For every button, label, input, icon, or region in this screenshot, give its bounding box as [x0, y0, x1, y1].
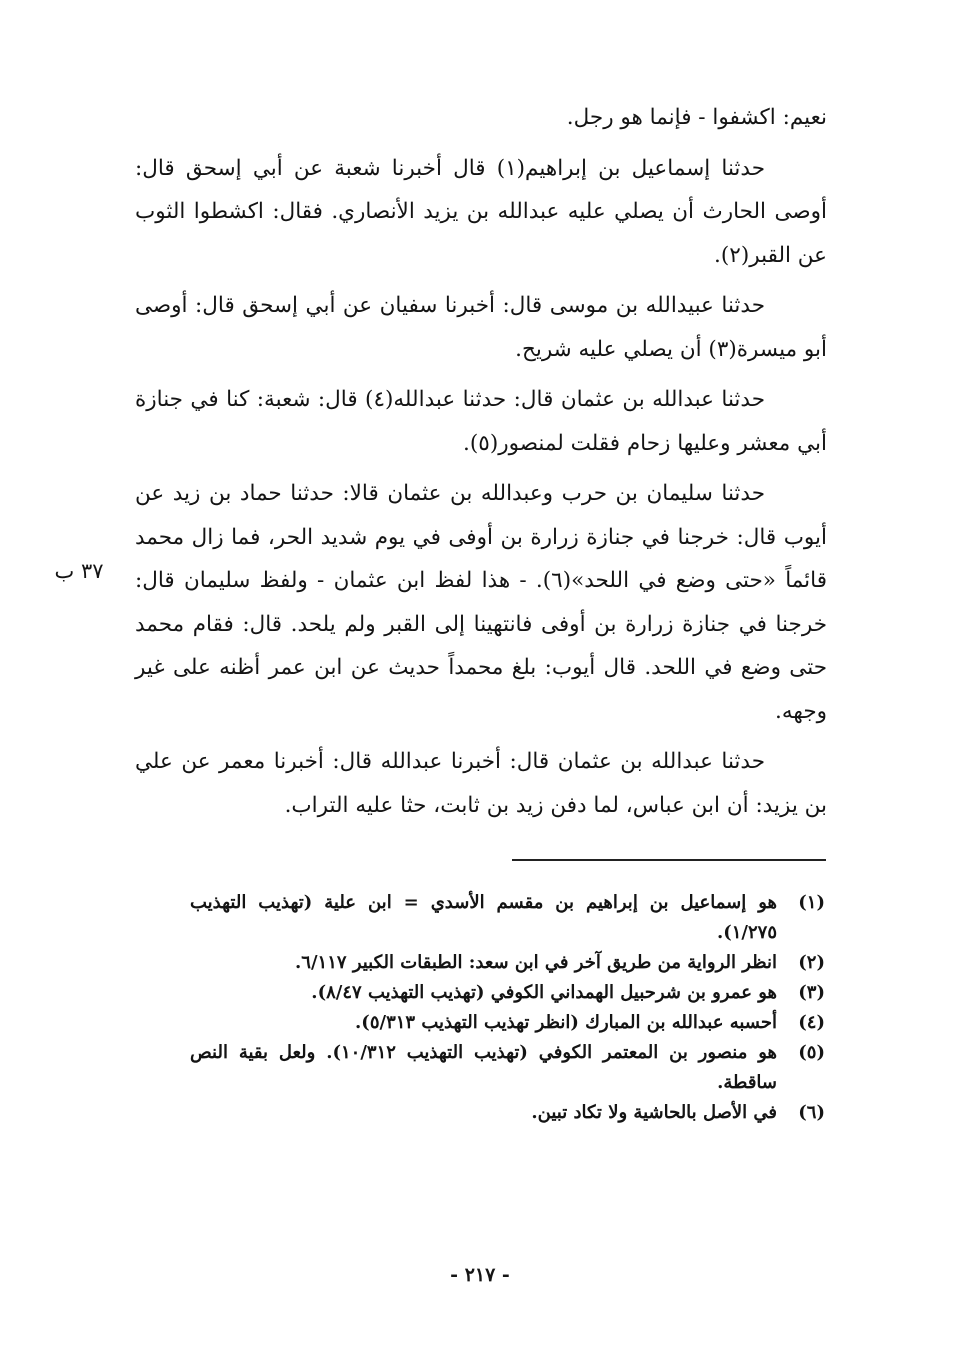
footnote-text: في الأصل بالحاشية ولا تكاد تبين.: [531, 1102, 777, 1123]
main-text: [135, 96, 827, 834]
footnote-1: [190, 888, 825, 948]
footnote-number: (٦): [798, 1102, 825, 1123]
paragraph-1: حدثنا إسماعيل بن إبراهيم(١) قال أخبرنا شعبة عن أبي إسحق قال: أوصى الحارث أن يصلي عليه عبدالله بن يزيد الأنصاري. فقال: اكشطوا الثوب عن القبر(٢).: [135, 155, 827, 268]
footnote-number: (٥): [798, 1042, 825, 1063]
paragraph-0: نعيم: اكشفوا - فإنما هو رجل.: [566, 105, 827, 130]
footnote-3: [190, 978, 825, 1008]
footnote-5: [190, 1038, 825, 1098]
footnote-text: هو إسماعيل بن إبراهيم بن مقسم الأسدي = ابن علية (تهذيب التهذيب ١/٢٧٥).: [190, 892, 777, 943]
footnote-2: [190, 948, 825, 978]
footnotes: [190, 888, 825, 1128]
paragraph-2: حدثنا عبيدالله بن موسى قال: أخبرنا سفيان عن أبي إسحق قال: أوصى أبو ميسرة(٣) أن يصلي عليه شريح.: [135, 293, 827, 362]
page-number: - ٢١٧ -: [450, 1264, 510, 1286]
footnote-number: (١): [798, 892, 825, 913]
footnote-text: هو منصور بن المعتمر الكوفي (تهذيب التهذيب ١٠/٣١٢). ولعل بقية النص ساقطة.: [190, 1042, 777, 1093]
footnote-number: (٢): [798, 952, 825, 973]
footnote-text: هو عمرو بن شرحبيل الهمداني الكوفي (تهذيب التهذيب ٨/٤٧).: [311, 982, 777, 1003]
footnote-separator: [512, 859, 826, 861]
paragraph-3: حدثنا عبدالله بن عثمان قال: حدثنا عبدالله(٤) قال: شعبة: كنا في جنازة أبي معشر وعليها زحام فقلت لمنصور(٥).: [135, 387, 827, 456]
footnote-number: (٣): [798, 982, 825, 1003]
footnote-4: [190, 1008, 825, 1038]
paragraph-5: حدثنا عبدالله بن عثمان قال: أخبرنا عبدالله قال: أخبرنا معمر عن علي بن يزيد: أن ابن عباس، لما دفن زيد بن ثابت، حثا عليه التراب.: [135, 749, 827, 818]
paragraph-4: حدثنا سليمان بن حرب وعبدالله بن عثمان قالا: حدثنا حماد بن زيد عن أيوب قال: خرجنا في جنازة زرارة بن أوفى في يوم شديد الحر، فما زال محمد قائماً «حتى وضع في اللحد»(٦). - هذا لفظ ابن عثمان - ولفظ سليمان قال: خرجنا في جنازة زرارة بن أوفى فانتهينا إلى القبر ولم يلحد. قال: فقام محمد حتى وضع في اللحد. قال أيوب: بلغ محمداً حديث عن ابن عمر أظنه على غير وجهه.: [135, 481, 827, 724]
footnote-text: أحسبه عبدالله بن المبارك (انظر تهذيب التهذيب ٥/٣١٣).: [355, 1012, 777, 1033]
margin-folio-note: ٣٧ ب: [54, 559, 104, 583]
footnote-number: (٤): [798, 1012, 825, 1033]
footnote-text: انظر الرواية من طريق آخر في ابن سعد: الطبقات الكبير ٦/١١٧.: [295, 952, 777, 973]
footnote-6: [190, 1098, 825, 1128]
